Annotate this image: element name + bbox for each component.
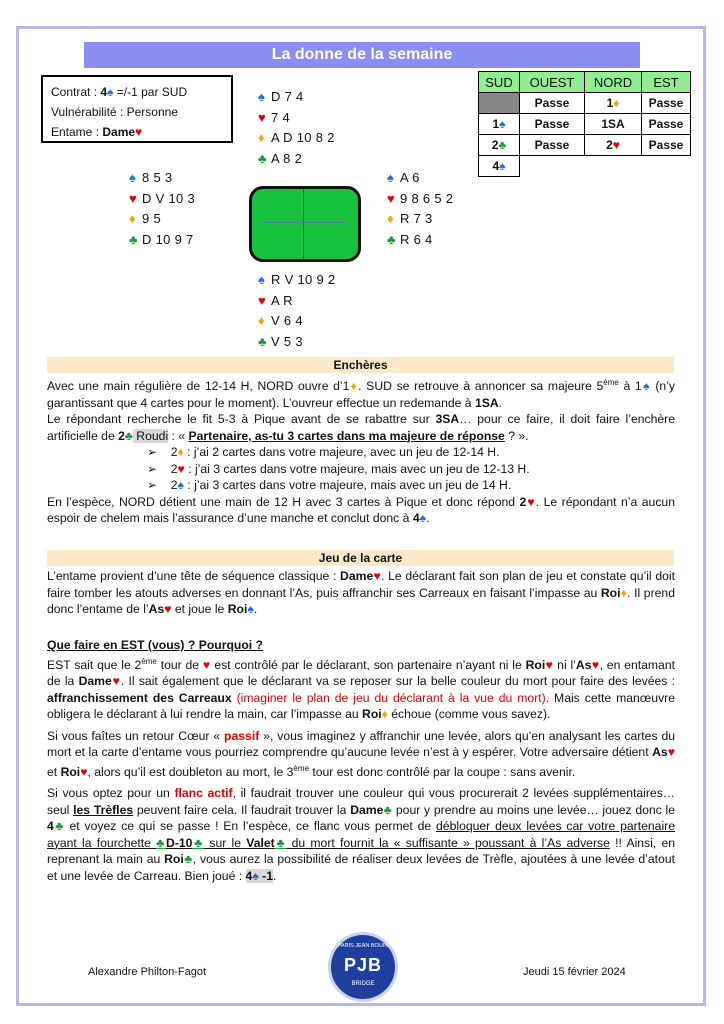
bid-cell: Passe [642, 114, 691, 135]
result-highlight: 4♠ -1 [245, 868, 274, 883]
north-diamonds: A D 10 8 2 [271, 130, 335, 145]
heart-icon: ♥ [164, 602, 172, 616]
hand-west [129, 168, 195, 250]
encheres-text [47, 375, 675, 527]
heart-icon: ♥ [612, 138, 620, 152]
contract-label: Contrat : [51, 85, 101, 99]
spade-icon: ♠ [387, 170, 395, 185]
heart-icon: ♥ [373, 569, 382, 583]
contract-value: 4 [100, 85, 108, 99]
encheres-paragraph-3: En l’espèce, NORD détient une main de 12 H avec 3 cartes à Pique et donc répond 2♥. Le répondant n’a aucun espoir de chelem mais l’assurance d’une manche et conclut donc à 4♠. [47, 494, 675, 526]
south-clubs: V 5 3 [271, 333, 303, 349]
header-est: EST [642, 72, 691, 93]
heart-icon: ♥ [545, 657, 554, 672]
diamond-icon: ♦ [349, 379, 359, 394]
club-icon: ♣ [498, 138, 507, 152]
spade-icon: ♠ [252, 868, 259, 883]
bid-cell-blank [642, 156, 691, 177]
spade-icon: ♠ [641, 379, 651, 394]
list-item: ➢ 2♥ : j’ai 3 cartes dans votre majeure, mais avec un jeu de 12-13 H. [147, 461, 530, 476]
heart-icon: ♥ [591, 657, 600, 672]
list-item: ➢ 2♦ : j’ai 2 cartes dans votre majeure, avec un jeu de 12-14 H. [147, 445, 500, 460]
lead-value: Dame [102, 125, 136, 139]
west-clubs: D 10 9 7 [142, 231, 194, 247]
heart-icon: ♥ [177, 461, 185, 476]
bid-cell: Passe [520, 135, 585, 156]
est-heading: Que faire en EST (vous) ? Pourquoi ? [47, 638, 264, 652]
bridge-table-icon [249, 186, 361, 262]
header-sud: SUD [479, 72, 520, 93]
east-diamonds: R 7 3 [400, 211, 433, 226]
bid-cell: Passe [520, 114, 585, 135]
west-diamonds: 9 5 [142, 211, 161, 226]
east-hearts: 9 8 6 5 2 [400, 190, 454, 206]
hand-south [258, 270, 335, 352]
club-icon: ♣ [183, 852, 193, 867]
north-spades: D 7 4 [271, 89, 304, 104]
lead-line [51, 122, 223, 142]
spade-icon: ♠ [258, 89, 266, 104]
date: Jeudi 15 février 2024 [523, 966, 626, 978]
spade-icon: ♠ [258, 272, 266, 287]
west-spades: 8 5 3 [142, 170, 173, 185]
bid-cell: 1SA [585, 114, 642, 135]
bid-cell: Passe [520, 93, 585, 114]
list-item: ➢ 2♠ : j’ai 3 cartes dans votre majeure, mais avec un jeu de 14 H. [147, 478, 512, 493]
spade-icon: ♠ [177, 478, 185, 493]
club-icon: ♣ [274, 835, 287, 850]
section-heading-encheres: Enchères [47, 357, 674, 373]
south-diamonds: V 6 4 [271, 313, 303, 328]
club-icon: ♣ [258, 150, 267, 166]
vulnerability-line: Vulnérabilité : Personne [51, 105, 178, 119]
contract-rest: =/-1 par SUD [113, 85, 188, 99]
est-paragraph-3: Si vous optez pour un flanc actif, il faudrait trouver une couleur qui vous procurerait 2 levées supplémentaires…seul les Trèfles peuvent faire cela. Il faudrait trouver la Dame♣ pour y prendre au moins une levée… jouez donc le 4♣ et voyez ce qui se passe ! En l’espèce, ce flanc vous permet de débloquer deux levées car votre partenaire ayant la fourchette ♣D-10♣ sur le Valet♣ du mort fournit la « suffisante » poussant à l’As adverse !! Ainsi, en reprenant la main au Roi♣, vous aurez la possibilité de réaliser deux levées de Trèfle, ajoutées à une levée d’atout et une levée de Carreau. Bien joué : 4♠ -1. [47, 786, 676, 883]
bidding-row [479, 114, 691, 135]
est-text [47, 637, 675, 884]
est-paragraph-1: EST sait que le 2ème tour de ♥ est contrôlé par le déclarant, son partenaire n’ayant ni le Roi♥ ni l’As♥, en entamant de la Dame♥. Il sait également que le déclarant va se reposer sur la belle couleur du mort pour faire des levées : affranchissement des Carreaux (imaginer le plan de jeu du déclarant à la vue du mort). Mais cette manœuvre obligera le déclarant à lui rendre la main, car l’impasse au Roi♦ échoue (comme vous savez). [47, 656, 676, 722]
heart-icon: ♥ [258, 292, 267, 308]
bid-cell: 2♥ [585, 135, 642, 156]
jeu-paragraph: L’entame provient d’une tête de séquence classique : Dame♥. Le déclarant fait son plan de jeu et constate qu’il doit faire tomber les atouts adverses en donnant l’As, puis affranchir ses Carreaux en faisant l’impasse au Roi♦. Il prend donc l’entame de l’As♥ et joue le Roi♠. [47, 569, 675, 616]
heart-icon: ♥ [526, 494, 536, 509]
bid-cell: 2♣ [479, 135, 520, 156]
spade-icon: ♠ [499, 117, 506, 131]
contract-line [51, 82, 223, 102]
heart-icon: ♥ [135, 125, 143, 139]
contract-box [41, 75, 233, 143]
hand-north [258, 87, 335, 169]
bidding-row [479, 135, 691, 156]
diamond-icon: ♦ [381, 707, 388, 722]
heart-icon: ♥ [387, 190, 396, 206]
bid-cell: 1♠ [479, 114, 520, 135]
encheres-paragraph-1: Avec une main régulière de 12-14 H, NORD ouvre d’1♦. SUD se retrouve à annoncer sa majeure 5ème à 1♠ (n’y garantissant que 4 cartes pour le moment). L’ouvreur effectue un redemande à 1SA. [47, 378, 676, 410]
club-icon: ♣ [124, 428, 133, 443]
heart-icon: ♥ [129, 190, 138, 206]
bid-cell: 1♦ [585, 93, 642, 114]
club-icon: ♣ [129, 231, 138, 247]
heart-icon: ♥ [667, 745, 675, 760]
club-icon: ♣ [387, 231, 396, 247]
spade-icon: ♠ [107, 85, 114, 99]
heart-icon: ♥ [111, 674, 121, 689]
bidding-header-row [479, 72, 691, 93]
spade-icon: ♠ [247, 602, 254, 616]
club-icon: ♣ [192, 835, 205, 850]
west-hearts: D V 10 3 [142, 190, 195, 206]
diamond-icon: ♦ [177, 445, 184, 460]
club-icon: ♣ [383, 802, 393, 817]
club-icon: ♣ [156, 835, 167, 850]
logo-top-text: PARIS JEAN BOUIN [337, 943, 389, 949]
bidding-row [479, 156, 691, 177]
bidding-table [478, 71, 691, 177]
heart-icon: ♥ [80, 764, 88, 779]
east-spades: A 6 [400, 170, 420, 185]
bid-cell: 4♠ [479, 156, 520, 177]
jeu-text [47, 568, 675, 618]
north-clubs: A 8 2 [271, 150, 303, 166]
diamond-icon: ♦ [258, 313, 265, 328]
bid-cell-empty [479, 93, 520, 114]
spade-icon: ♠ [499, 159, 506, 173]
club-icon: ♣ [258, 333, 267, 349]
club-icon: ♣ [53, 819, 65, 834]
lead-label: Entame : [51, 125, 103, 139]
south-spades: R V 10 9 2 [271, 272, 336, 287]
spade-icon: ♠ [419, 511, 427, 526]
diamond-icon: ♦ [620, 585, 628, 600]
section-heading-jeu: Jeu de la carte [47, 550, 674, 566]
north-hearts: 7 4 [271, 109, 290, 125]
bidding-row [479, 93, 691, 114]
heart-icon: ♥ [202, 657, 211, 672]
diamond-icon: ♦ [613, 96, 620, 110]
diamond-icon: ♦ [387, 211, 394, 226]
east-clubs: R 6 4 [400, 231, 433, 247]
logo-monogram: PJB [343, 955, 382, 975]
page-title: La donne de la semaine [84, 42, 640, 68]
header-ouest: OUEST [520, 72, 585, 93]
diamond-icon: ♦ [258, 130, 265, 145]
logo-bottom-text: BRIDGE [351, 981, 375, 987]
diamond-icon: ♦ [129, 211, 136, 226]
encheres-paragraph-2: Le répondant recherche le fit 5-3 à Pique avant de se rabattre sur 3SA… pour ce faire, il doit faire l’enchère artificielle de 2♣ Roudi : « Partenaire, as-tu 3 cartes dans ma majeure de réponse ? ». [47, 412, 675, 443]
south-hearts: A R [271, 292, 293, 308]
club-logo [328, 932, 398, 1002]
header-nord: NORD [585, 72, 642, 93]
heart-icon: ♥ [258, 109, 267, 125]
bid-cell: Passe [642, 93, 691, 114]
bid-cell: Passe [642, 135, 691, 156]
spade-icon: ♠ [129, 170, 137, 185]
bid-cell-blank [520, 156, 585, 177]
est-paragraph-2: Si vous faîtes un retour Cœur « passif », vous imaginez y affranchir une levée, alors qu’en analysant les cartes du mort et la carte d’entame vous pourriez comprendre qu’aucune levée n’est à y espérer. Votre adversaire détient As♥ et Roi♥, alors qu’il est doubleton au mort, le 3ème tour est donc contrôlé par la coupe : sans avenir. [47, 728, 676, 779]
hand-east [387, 168, 453, 250]
bid-cell-blank [585, 156, 642, 177]
author: Alexandre Philton-Fagot [88, 966, 207, 978]
